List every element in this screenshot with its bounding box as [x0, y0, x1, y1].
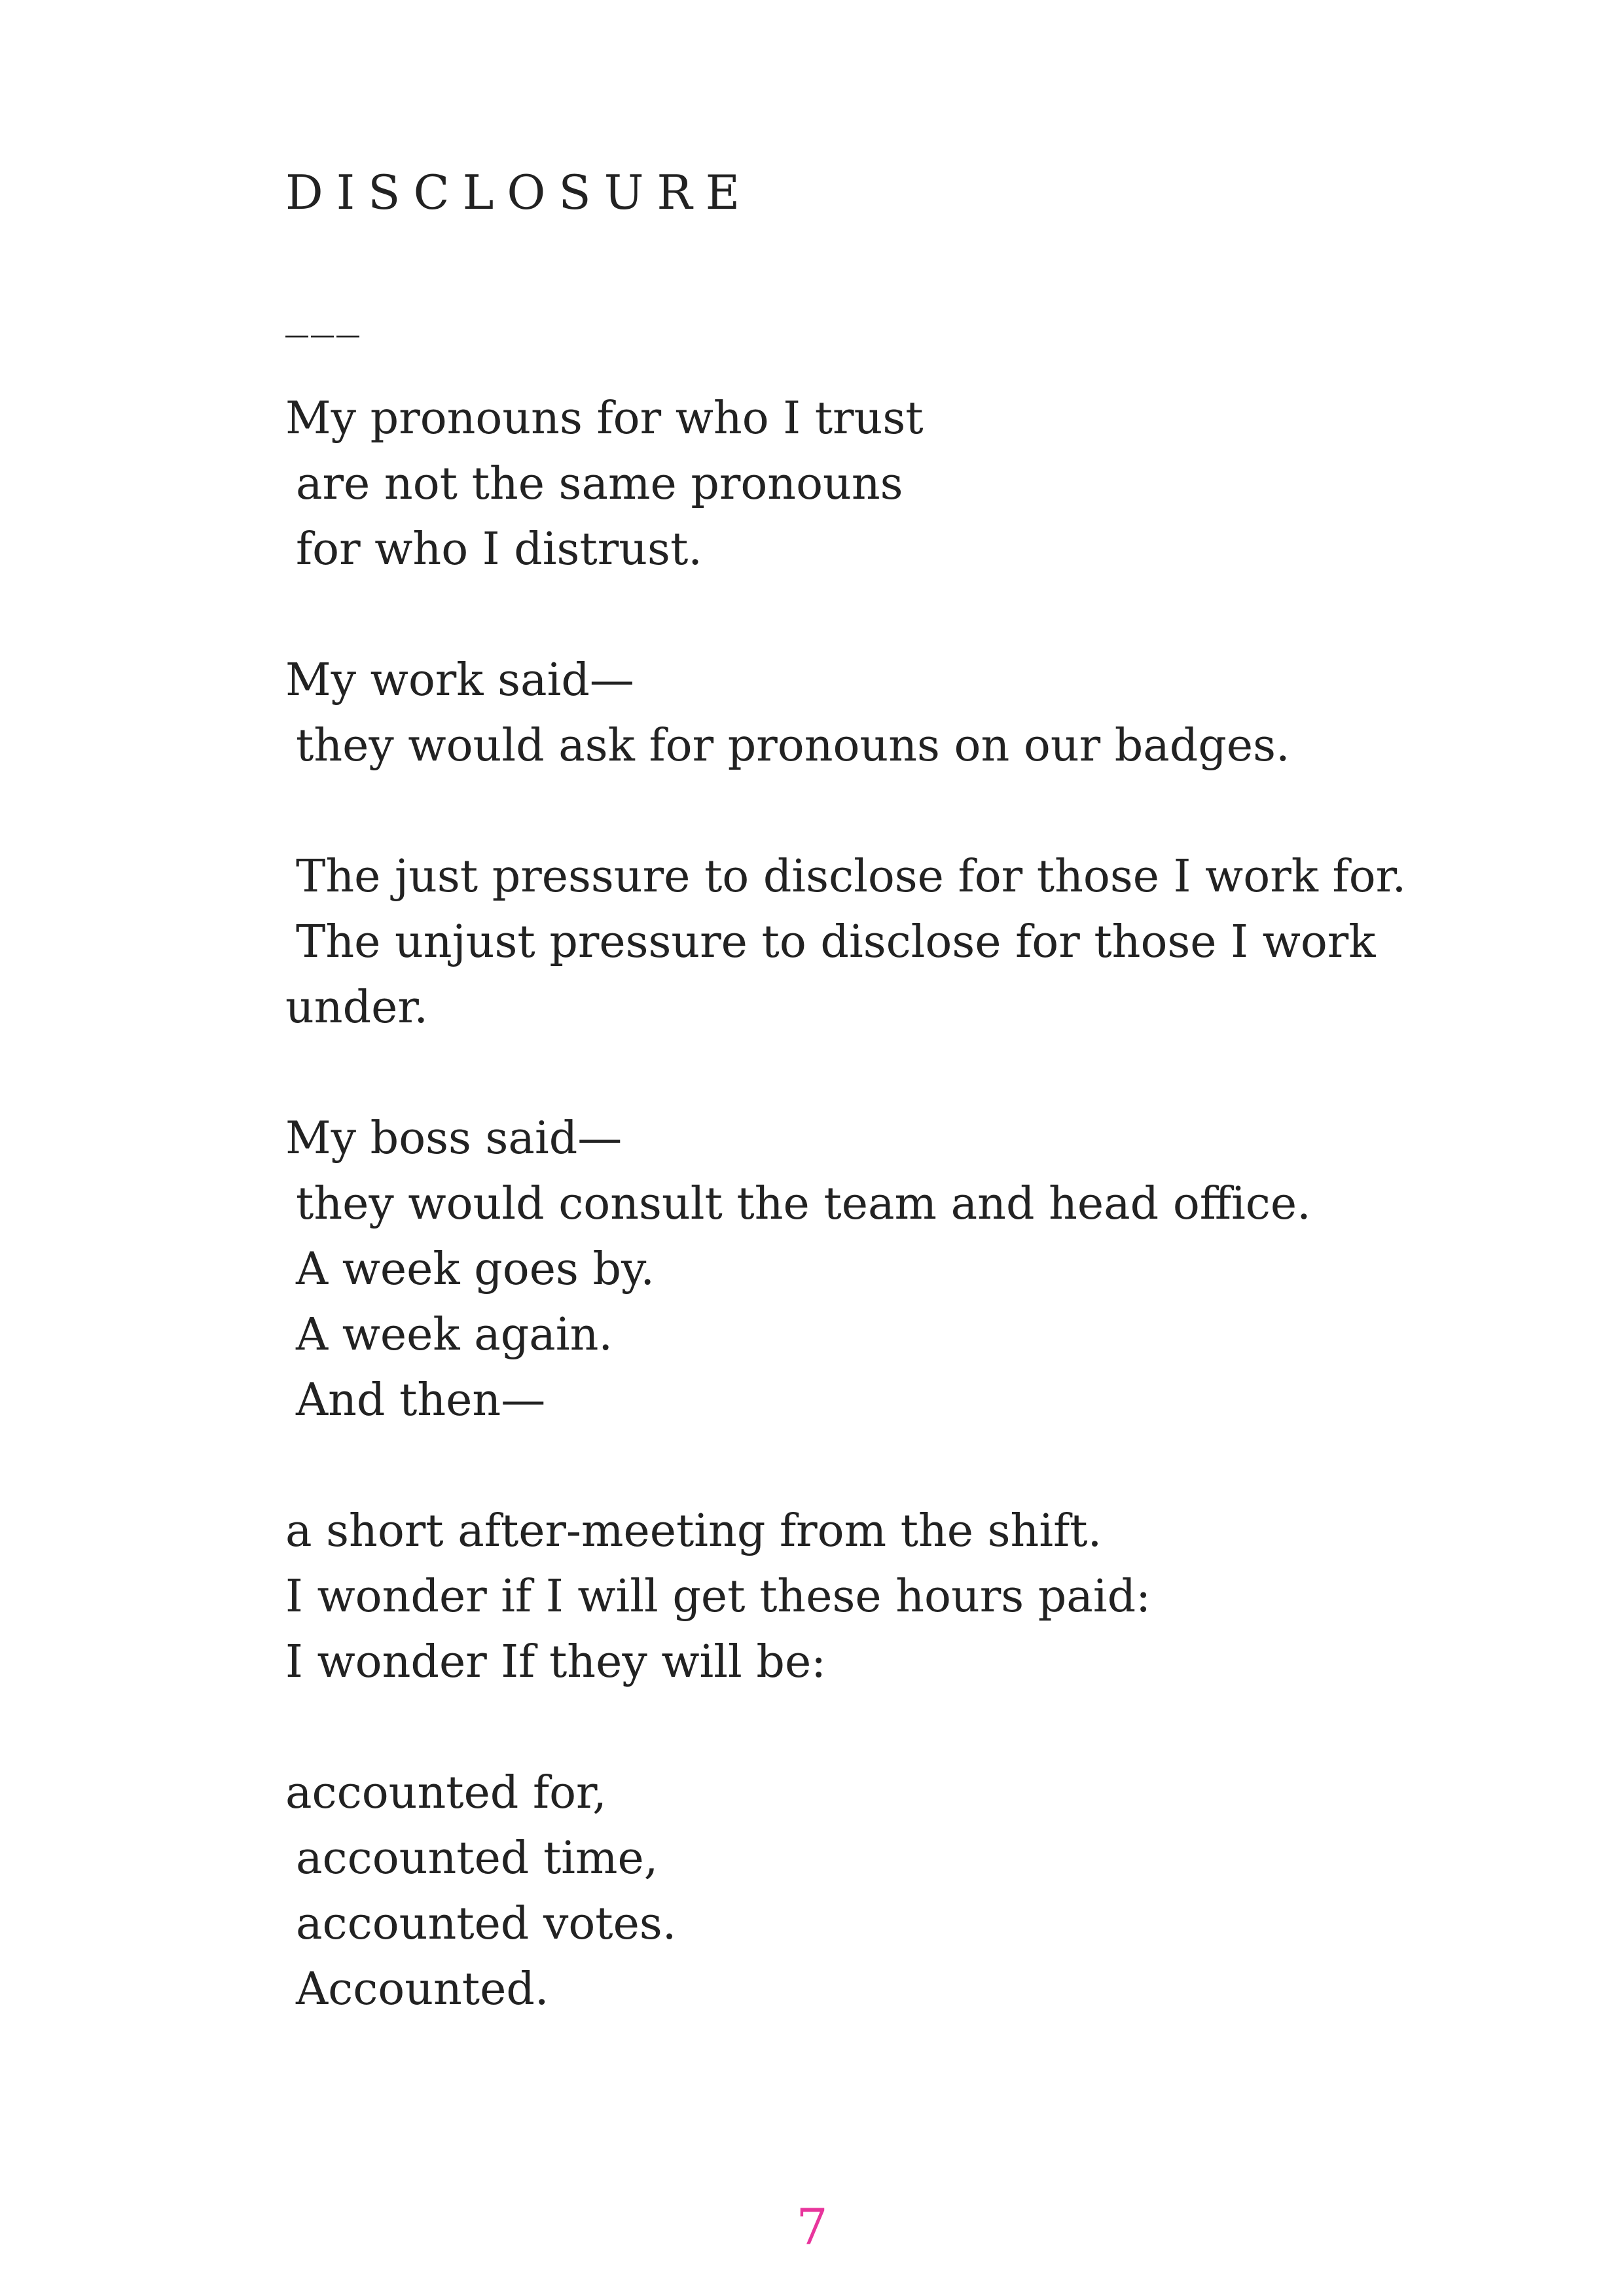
poem-line: The unjust pressure to disclose for those I work — [296, 916, 1376, 968]
poem-line: they would consult the team and head office. — [296, 1178, 1311, 1230]
poem-line: accounted for, — [285, 1767, 607, 1819]
poem-line: are not the same pronouns — [296, 458, 903, 510]
stanza — [285, 844, 1407, 1041]
poem-line: under. — [285, 982, 429, 1033]
poem-line: My pronouns for who I trust — [285, 393, 924, 444]
poem-line: The just pressure to disclose for those I work for. — [296, 851, 1407, 903]
stanza — [285, 1499, 1398, 1695]
poem-line: A week again. — [296, 1309, 613, 1361]
poem-body — [285, 386, 1407, 2088]
poem-line: And then— — [296, 1374, 546, 1426]
poem-line: accounted votes. — [296, 1898, 677, 1950]
poem-line: I wonder If they will be: — [285, 1636, 827, 1688]
stanza — [285, 386, 1398, 583]
poem-line: I wonder if I will get these hours paid: — [285, 1571, 1151, 1623]
poem-line: A week goes by. — [296, 1244, 655, 1295]
poem-title: DISCLOSURE — [285, 165, 753, 220]
page-number: 7 — [796, 2198, 828, 2256]
poem-line: a short after-meeting from the shift. — [285, 1505, 1102, 1557]
stanza — [285, 1106, 1398, 1433]
title-divider: ___ — [285, 284, 362, 338]
poem-line: they would ask for pronouns on our badges. — [296, 720, 1290, 772]
poem-line: My work said— — [285, 655, 634, 706]
poem-line: My boss said— — [285, 1113, 623, 1164]
poem-line: Accounted. — [296, 1964, 549, 2015]
poem-line: for who I distrust. — [296, 524, 702, 575]
poem-line: accounted time, — [296, 1833, 659, 1884]
stanza — [285, 1761, 1398, 2022]
stanza — [285, 648, 1398, 779]
